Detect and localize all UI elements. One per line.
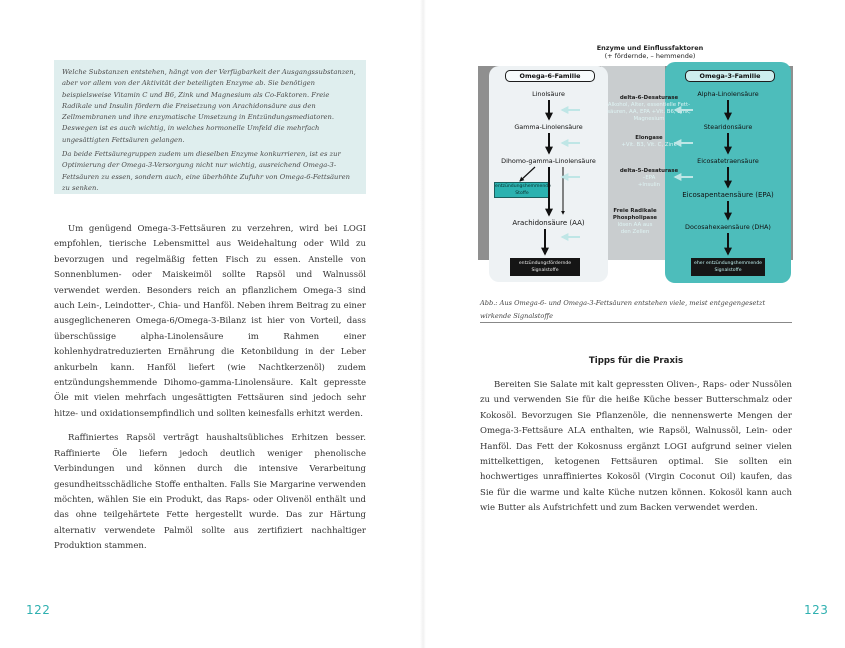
omega3-step-ala: Alpha-Linolensäure [697, 90, 759, 98]
info-paragraph-1: Welche Substanzen entstehen, hängt von der Verfügbarkeit der Ausgangssubstanzen, aber vor allem von der Aktivität der beteiligten Enzyme ab. Sie benötigen beispielsweise Vitamin C und B6, Zink und Magnesium als Co-Faktoren. Freie Radikale und Insulin fördern die Freisetzung von Arachidonsäure aus den Zellmembranen und ihre enzymatische Umsetzung in Entzündungsmediatoren. Deswegen ist es auch wichtig, in welches hormonelle Umfeld die mehrfach ungesättigten Fettsäuren gelangen. [62, 68, 356, 144]
info-box [54, 60, 366, 194]
factor-radicals-line1: lösen AA aus [617, 222, 653, 228]
omega6-title: Omega-6-Familie [505, 70, 595, 82]
factor-elongase-title: Elongase [635, 135, 663, 141]
diagram-header-legend: (+ fördernde, – hemmende) [604, 52, 696, 60]
figure-caption: Abb.: Aus Omega-6- und Omega-3-Fettsäuren entstehen viele, meist entgegengesetzt wirkende Signalstoffe [480, 299, 766, 320]
omega3-title: Omega-3-Familie [685, 70, 775, 82]
book-gutter [420, 0, 426, 648]
anti-inflammatory-box: entzündungshemmende Stoffe [494, 182, 550, 198]
factor-radicals [598, 208, 672, 236]
section-heading: Tipps für die Praxis [588, 356, 684, 366]
factor-delta5-title: delta-5-Desaturase [619, 168, 679, 174]
omega6-step-linolsaeure: Linolsäure [532, 90, 565, 98]
factor-delta6-line3: Magnesium [633, 116, 665, 122]
factor-delta6-line1: Alkohol, Alter, essentielle Fett- [607, 102, 691, 108]
omega3-step-dha: Docosahexaensäure (DHA) [685, 223, 771, 231]
rather-anti-inflammatory-box: eher entzündungshemmende Signalstoffe [691, 258, 765, 276]
right-paragraph-1: Bereiten Sie Salate mit kalt gepressten Oliven-, Raps- oder Nussölen zu und verwenden Sie für die heiße Küche besser Butterschmalz oder Kokosöl. Bevorzugen Sie Pflanzenöle, die nennenswerte Mengen der Omega-3-Fettsäure ALA enthalten, wie Rapsöl, Walnussöl, Lein- oder Hanföl. Das Fett der Kokosnuss ergänzt LOGI aufgrund seiner vielen mittelkettigen, ketogenen Fettsäuren optimal. Sie sollten ein hochwertiges unraffiniertes Kokosöl (Virgin Coconut Oil) kaufen, das Sie für die warme und kalte Küche nutzen können. Kokosöl kann auch wie Butter als Aufstrichfett und zum Backen verwendet werden. [480, 380, 792, 514]
page-number-left: 122 [26, 603, 51, 617]
left-paragraph-1: Um genügend Omega-3-Fettsäuren zu verzehren, wird bei LOGI empfohlen, tierische Lebensmittel aus Weidehaltung oder Wild zu bevorzugen und regelmäßig fetten Fisch zu essen. Anstelle von Sonnenblumen- oder Maiskeimöl sollte Rapsöl und Walnussöl verwendet werden. Besonders reich an pflanzlichem Omega-3 sind auch Lein-, Leindotter-, Chia- und Hanföl. Neben ihrem Beitrag zu einer ausgeglicheneren Omega-6/Omega-3-Bilanz ist hier von Vorteil, dass überschüssige alpha-Linolensäure im Rahmen einer kohlenhydratreduzierten Ernährung die Ketonbildung in der Leber ankurbeln kann. Hanföl liefert (wie Nachtkerzenöl) zudem entzündungshemmende Dihomo-gamma-Linolensäure. Kalt gepresste Öle mit vielen mehrfach ungesättigten Fettsäuren sind jedoch sehr hitze- und oxidationsempfindlich und sollten keinesfalls erhitzt werden. [54, 224, 366, 419]
omega6-step-aa: Arachidonsäure (AA) [512, 219, 585, 227]
factor-delta5-line2: +Insulin [637, 182, 661, 188]
factor-delta6-line2: säuren, AA, EPA +Vit. B6, Zink, [607, 109, 691, 115]
factor-radicals-line2: den Zellen [620, 229, 650, 235]
left-paragraph-2: Raffiniertes Rapsöl verträgt haushaltsübliches Erhitzen besser. Raffinierte Öle liefern jedoch deutlich weniger phenolische Verbindungen und können durch die intensive Verarbeitung gesundheitsschädliche Stoffe enthalten. Falls Sie Margarine verwenden möchten, wählen Sie ein Produkt, das Raps- oder Olivenöl enthält und das ohne teilgehärtete Fette hergestellt wurde. Das zur Härtung alternativ verwendete Palmöl sollte aus zertifiziert nachhaltiger Produktion stammen. [54, 433, 366, 552]
factor-elongase-line: +Vit. B3, Vit. C, Zink [621, 142, 677, 148]
factor-delta5 [604, 168, 694, 189]
page-number-right: 123 [804, 603, 829, 617]
omega3-step-epa: Eicosapentaensäure (EPA) [682, 191, 774, 199]
left-body-text [54, 222, 366, 555]
omega6-step-gla: Gamma-Linolensäure [514, 123, 583, 131]
pro-inflammatory-box: entzündungsfördernde Signalstoffe [510, 258, 580, 276]
factor-radicals-title: Freie Radikale Phospholipase [612, 208, 658, 221]
omega6-step-dgla: Dihomo-gamma-Linolensäure [501, 157, 596, 165]
diagram-header-title: Enzyme und Einflussfaktoren [596, 44, 704, 52]
omega3-step-eta: Eicosatetraensäure [697, 157, 759, 165]
factor-delta5-line1: –EPA [642, 175, 656, 181]
caption-rule [480, 322, 792, 323]
omega3-step-sda: Stearidonsäure [703, 123, 753, 131]
diagram-header [560, 44, 740, 60]
right-body-text [480, 378, 792, 517]
factor-delta6-title: delta-6-Desaturase [619, 95, 679, 101]
info-paragraph-2: Da beide Fettsäuregruppen zudem um dieselben Enzyme konkurrieren, ist es zur Optimierung der Omega-3-Versorgung nicht nur wichtig, ausreichend Omega-3-Fettsäuren zu essen, sondern auch, eine überhöhte Zufuhr von Omega-6-Fettsäuren zu senken. [62, 150, 350, 192]
